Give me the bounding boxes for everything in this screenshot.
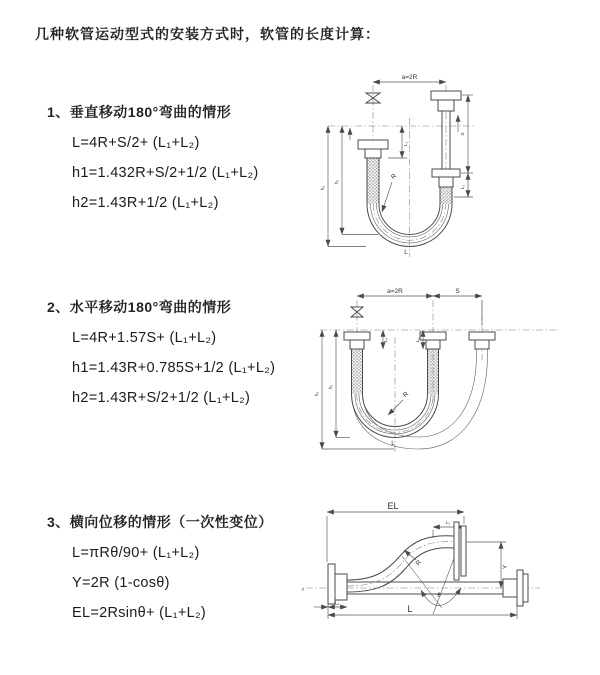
d2-length-label: L — [391, 440, 395, 447]
d2-l1-dimensions — [383, 330, 423, 349]
d3-length-dimension — [328, 604, 517, 619]
d1-dim-l1-right-label: L₁ — [461, 184, 466, 190]
d2-top-dimensions — [357, 288, 482, 326]
d1-top-width-dimension — [373, 74, 446, 82]
d3-dim-el-label: EL — [387, 501, 399, 511]
d3-dim-y-label: Y — [502, 564, 509, 570]
d3-s-curve-hose — [347, 536, 454, 592]
d3-right-flange — [503, 570, 528, 606]
d1-dim-h1-label: h₁ — [335, 179, 340, 185]
formula-2-h2: h2=1.43R+S/2+1/2 (L₁+L₂) — [72, 390, 251, 406]
d2-right-flange — [469, 332, 495, 340]
d3-length-label: L — [407, 604, 413, 614]
d1-right-top-flange — [431, 91, 461, 100]
section-vertical-180 — [47, 102, 259, 212]
formula-1-l: L=4R+S/2+ (L₁+L₂) — [72, 135, 200, 151]
section-2-heading: 2、水平移动180°弯曲的情形 — [47, 299, 232, 315]
d2-dim-l1-left-label: L₁ — [384, 337, 389, 343]
page-title: 几种软管运动型式的安装方式时，软管的长度计算： — [35, 26, 380, 42]
d2-left-flange — [344, 332, 370, 340]
diagram-lateral-displacement — [298, 500, 598, 645]
d1-left-l1-dimension — [388, 126, 409, 158]
formula-1-h2: h2=1.43R+1/2 (L₁+L₂) — [72, 195, 219, 211]
d3-radius-label: R — [414, 558, 424, 568]
d2-dim-h2-label: h₂ — [315, 391, 320, 397]
section-3-heading: 3、横向位移的情形（一次性变位） — [47, 514, 273, 530]
d1-dim-h2-label: h₂ — [321, 185, 326, 191]
d2-dim-l1-mid-label: L₁ — [416, 337, 421, 343]
d1-length-label: L — [404, 249, 408, 256]
formula-3-el: EL=2Rsinθ+ (L₁+L₂) — [72, 605, 207, 621]
formula-1-h1: h1=1.432R+S/2+1/2 (L₁+L₂) — [72, 165, 259, 181]
section-lateral-displacement — [47, 512, 273, 622]
formula-3-l: L=πRθ/90+ (L₁+L₂) — [72, 545, 200, 561]
d3-upper-flange — [454, 522, 466, 580]
d1-right-lower-flange — [432, 169, 460, 177]
d3-left-flange — [328, 564, 347, 604]
d2-middle-flange — [420, 332, 446, 340]
diagram-vertical-180-bend — [306, 66, 556, 261]
d3-angle-label: θ — [437, 592, 441, 599]
d2-middle-hose-hatch — [428, 349, 439, 394]
d2-radius-label: R — [401, 390, 411, 400]
d3-dim-l1-left-label: L₁ — [334, 601, 340, 607]
d1-right-dimensions — [454, 95, 473, 197]
d2-second-position-hose — [352, 354, 488, 449]
d2-left-pipe — [344, 332, 370, 394]
d2-dim-h1-label: h₁ — [329, 384, 334, 390]
d1-left-pipe — [358, 140, 388, 204]
d2-left-hose-hatch — [352, 349, 363, 394]
d1-left-flange — [358, 140, 388, 149]
d1-left-hose-hatch — [367, 158, 379, 204]
diagram-horizontal-180-bend — [306, 282, 596, 462]
d1-hose-arcs — [367, 204, 452, 247]
d3-radius-callout — [404, 550, 423, 567]
d2-dim-s-label: S — [455, 288, 460, 295]
d3-dim-l1-top-label: L₁ — [445, 521, 451, 526]
formula-3-y: Y=2R (1-cosθ) — [72, 575, 170, 591]
d1-right-pipe — [431, 91, 461, 204]
formula-2-l: L=4R+1.57S+ (L₁+L₂) — [72, 330, 217, 346]
section-1-heading: 1、垂直移动180°弯曲的情形 — [47, 104, 232, 120]
d2-dim-width-label: a=2R — [387, 288, 403, 295]
section-horizontal-180 — [47, 297, 275, 407]
d1-right-hose-hatch — [440, 187, 452, 204]
d3-axis-mark: z — [301, 587, 305, 593]
d2-radius-callout — [388, 390, 410, 415]
d1-radius-label: R — [389, 172, 399, 182]
d3-el-dimension — [327, 501, 464, 562]
d1-radius-callout — [382, 172, 398, 212]
d1-dim-width-label: a=2R — [401, 74, 418, 81]
d2-middle-pipe — [420, 332, 446, 394]
d1-dim-l1-left-label: L₁ — [404, 141, 409, 147]
d1-dim-s-label: S — [461, 132, 466, 136]
formula-2-h1: h1=1.43R+0.785S+1/2 (L₁+L₂) — [72, 360, 276, 376]
